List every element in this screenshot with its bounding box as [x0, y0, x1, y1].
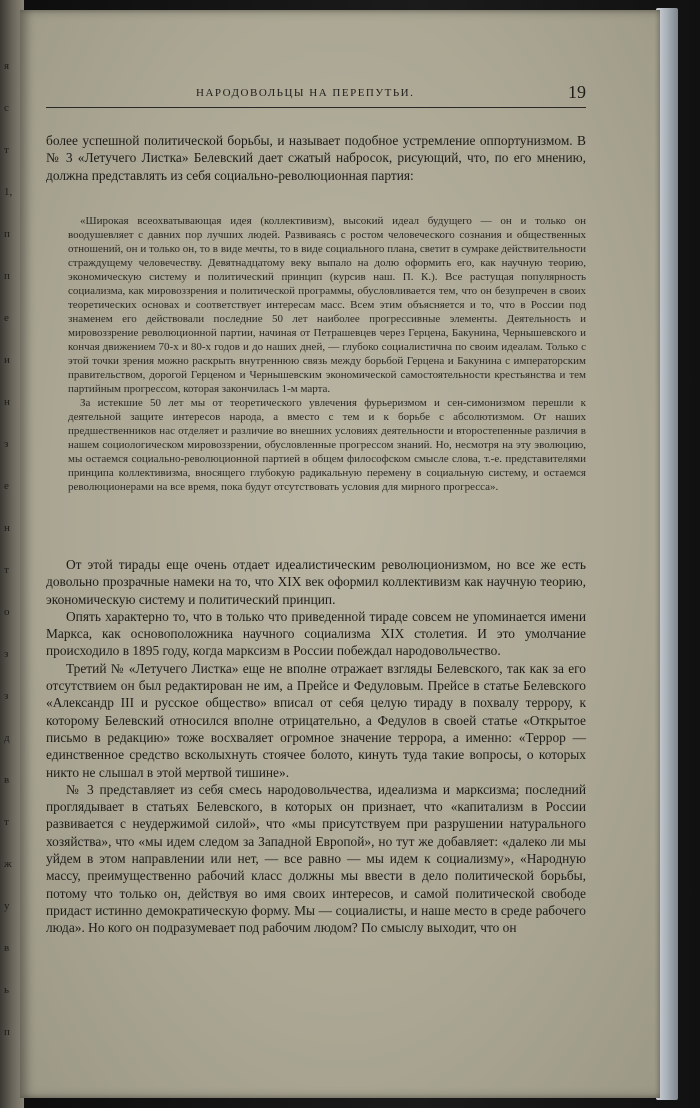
adjacent-page-fragment: з	[4, 690, 9, 702]
adjacent-page-fragment: в	[4, 774, 10, 786]
header-rule	[46, 107, 586, 108]
page-number: 19	[568, 82, 586, 102]
adjacent-page-fragment: п	[4, 270, 10, 282]
adjacent-page-text	[2, 0, 22, 1108]
adjacent-page-fragment: н	[4, 396, 10, 408]
adjacent-page-fragment: в	[4, 942, 10, 954]
quote-paragraph: За истекшие 50 лет мы от теоретического увлечения фурьеризмом и сен-симонизмом перешли к деятельной защите интересов народа, а вместо с тем и к борьбе с абсолютизмом. От наших предшественников нас отделяет и различие во внешних условиях деятельности и второстепенные различия в нашем социологическом мировоззрении, обусловленные прогрессом знаний. Но, несмотря на эту эволюцию, мы остаемся социально-революционной партией в общем философском смысле слова, т.-е. представителями принципа коллективизма, вносящего глубокую радикальную перемену в социальную систему, и остаемся революционерами на все время, пока будут отсутствовать условия для мирного прогресса».	[68, 397, 586, 493]
adjacent-page-fragment: и	[4, 354, 10, 366]
paragraph: Опять характерно то, что в только что приведенной тираде совсем не упоминается имени Маркса, как основоположника научного социализма XIX столетия. И это умолчание происходило в 1895 году, когда марксизм в России побеждал народовольчество.	[46, 608, 586, 659]
block-quote	[68, 214, 586, 494]
main-text	[46, 556, 586, 937]
intro-paragraph	[46, 132, 586, 184]
running-title: НАРОДОВОЛЬЦЫ НА ПЕРЕПУТЬИ.	[196, 87, 415, 99]
adjacent-page-fragment: т	[4, 144, 9, 156]
adjacent-page-fragment: н	[4, 522, 10, 534]
paragraph: № 3 представляет из себя смесь народовольчества, идеализма и марксизма; последний проглядывает в статьях Белевского, в которых он признает, что «капитализм в России развивается с неудержимой силой», что «мы присутствуем при разрушении натурального хозяйства», что «мы идем следом за Западной Европой», но тут же добавляет: «далеко ли мы уйдем в этом направлении или нет, — все равно — мы идем к социализму», «Народную массу, преимущественно рабочий класс должны мы ввести в дело политической борьбы, потому что только он, действуя во имя своих интересов, и самой политической свободе придаст истинно демократическую форму. Мы — социалисты, и наше место в среде рабочего люда». Но кого он подразумевает под рабочим людом? По смыслу выходит, что он	[46, 781, 586, 936]
paragraph: более успешной политической борьбы, и называет подобное устремление оппортунизмом. В № 3 «Летучего Листка» Белевский дает сжатый набросок, рисующий, что, по его мнению, должна представлять из себя социально-революционная партия:	[46, 133, 586, 183]
quote-paragraph: «Широкая всеохватывающая идея (коллективизм), высокий идеал будущего — он и только он воодушевляет с давних пор лучших людей. Развиваясь с ростом человеческого сознания и общественных отношений, он и только он, то в виде мечты, то в виде социального плана, светит в сумраке действительности страждущему человечеству. Девятнадцатому веку выпало на долю оформить его, как научную теорию, экономическую систему и политический принцип (курсив наш. П. К.). Все растущая популярность социализма, как мировоззрения и политической программы, обусловливается тем, что он безупречен в своих теоретических основах и соответствует интересам масс. Всем этим объясняется и то, что в России под знаменем его действовали последние 50 лет наиболее прогрессивные элементы. Деятельность и мировоззрение революционной партии, начиная от Петрашевцев через Герцена, Бакунина, Чернышевского и кончая движением 70-х и 80-х годов и до наших дней, — глубоко социалистична по своим идеалам. Только с этой точки зрения можно раскрыть внутреннюю связь между борьбой Герцена и Бакунина с императорским правительством, дорогой Герценом и Чернышевским экономической самостоятельности крестьянства и тем партийным прогрессом, которая закончилась 1-м марта.	[68, 215, 586, 395]
adjacent-page-fragment: о	[4, 606, 10, 618]
adjacent-page-fragment: 1,	[4, 186, 13, 198]
adjacent-page-fragment: т	[4, 816, 9, 828]
adjacent-page-fragment: з	[4, 648, 9, 660]
adjacent-page-fragment: е	[4, 312, 9, 324]
adjacent-page-fragment: с	[4, 102, 9, 114]
adjacent-page-fragment: п	[4, 228, 10, 240]
adjacent-page-fragment: т	[4, 564, 9, 576]
adjacent-page-fragment: е	[4, 480, 9, 492]
adjacent-page-fragment: з	[4, 438, 9, 450]
paragraph: Третий № «Летучего Листка» еще не вполне отражает взгляды Белевского, так как за его отсутствием он был редактирован не им, а Прейсе и Федуловым. Прейсе в статье Белевского «Александр III и русское общество» вписал от себя целую тираду в похвалу террору, к которому Белевский относился вполне отрицательно, а Федулов в своей статье «Открытое письмо в редакцию» тоже восхваляет огромное значение террора, а именно: «Террор — единственное средство всколыхнуть стоячее болото, кинуть туда такие вопросы, о которых никто не слышал в этой мертвой тишине».	[46, 660, 586, 780]
adjacent-page-fragment: ж	[4, 858, 12, 870]
adjacent-page-fragment: д	[4, 732, 10, 744]
adjacent-page-fragment: у	[4, 900, 10, 912]
paragraph: От этой тирады еще очень отдает идеалистическим революционизмом, но все же есть довольно прозрачные намеки на то, что XIX век оформил коллективизм как научную теорию, экономическую систему и политический принцип.	[46, 557, 586, 607]
adjacent-page-fragment: я	[4, 60, 10, 72]
adjacent-page-fragment: п	[4, 1026, 10, 1038]
running-header	[46, 84, 586, 106]
adjacent-page-fragment: ь	[4, 984, 10, 996]
